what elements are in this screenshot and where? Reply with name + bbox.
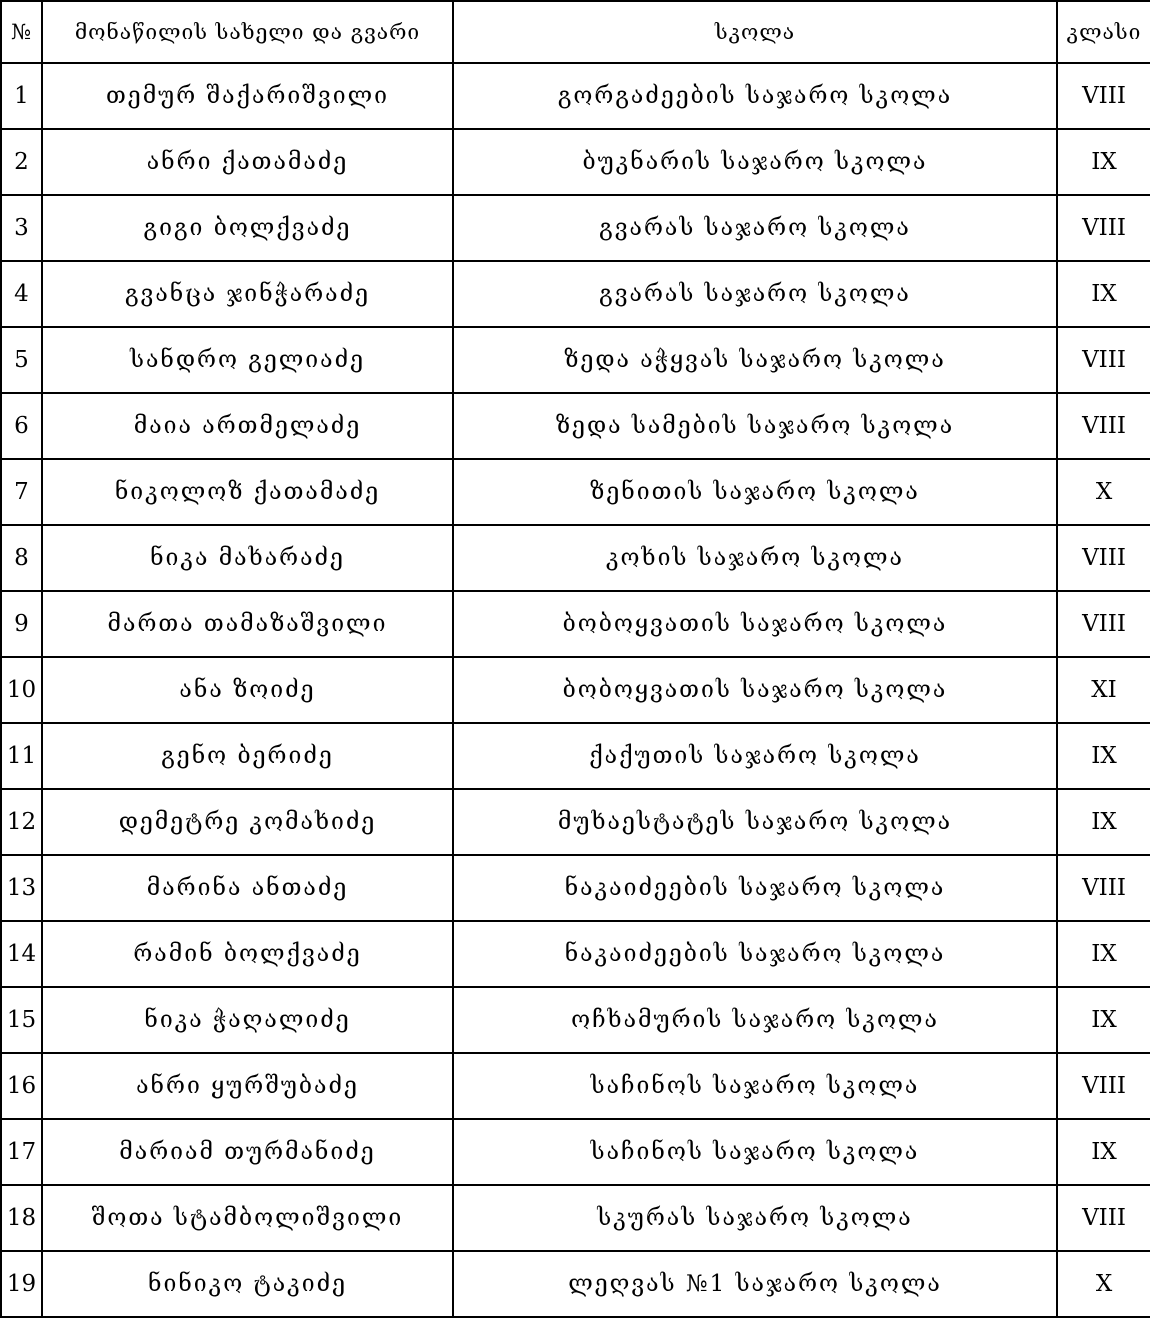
cell-number: 6 [1, 393, 42, 459]
cell-number: 8 [1, 525, 42, 591]
cell-grade: IX [1057, 129, 1150, 195]
cell-participant-name: სანდრო გელიაძე [42, 327, 453, 393]
cell-school: გვარას საჯარო სკოლა [453, 195, 1057, 261]
cell-participant-name: დემეტრე კომახიძე [42, 789, 453, 855]
table-row [1, 1053, 1150, 1119]
table-row [1, 657, 1150, 723]
cell-number: 11 [1, 723, 42, 789]
cell-grade: VIII [1057, 855, 1150, 921]
cell-grade: VIII [1057, 393, 1150, 459]
cell-participant-name: მარინა ანთაძე [42, 855, 453, 921]
cell-school: ზედა სამების საჯარო სკოლა [453, 393, 1057, 459]
cell-participant-name: მართა თამაზაშვილი [42, 591, 453, 657]
cell-number: 2 [1, 129, 42, 195]
cell-school: ბობოყვათის საჯარო სკოლა [453, 591, 1057, 657]
table-row [1, 261, 1150, 327]
cell-school: ოჩხამურის საჯარო სკოლა [453, 987, 1057, 1053]
cell-number: 10 [1, 657, 42, 723]
cell-school: ნაკაიძეების საჯარო სკოლა [453, 855, 1057, 921]
cell-grade: IX [1057, 261, 1150, 327]
cell-participant-name: მაია ართმელაძე [42, 393, 453, 459]
cell-participant-name: შოთა სტამბოლიშვილი [42, 1185, 453, 1251]
header-name: მონაწილის სახელი და გვარი [42, 1, 453, 63]
cell-participant-name: გიგი ბოლქვაძე [42, 195, 453, 261]
cell-number: 3 [1, 195, 42, 261]
cell-number: 19 [1, 1251, 42, 1317]
table-row [1, 789, 1150, 855]
cell-grade: IX [1057, 921, 1150, 987]
cell-grade: X [1057, 459, 1150, 525]
cell-grade: VIII [1057, 1185, 1150, 1251]
cell-number: 13 [1, 855, 42, 921]
cell-participant-name: ნიკა ჭაღალიძე [42, 987, 453, 1053]
cell-number: 1 [1, 63, 42, 129]
cell-grade: VIII [1057, 525, 1150, 591]
cell-participant-name: ანრი ყურშუბაძე [42, 1053, 453, 1119]
cell-school: ზენითის საჯარო სკოლა [453, 459, 1057, 525]
cell-participant-name: გვანცა ჯინჭარაძე [42, 261, 453, 327]
cell-number: 17 [1, 1119, 42, 1185]
cell-participant-name: ნინიკო ტაკიძე [42, 1251, 453, 1317]
cell-grade: VIII [1057, 327, 1150, 393]
cell-number: 12 [1, 789, 42, 855]
cell-participant-name: მარიამ თურმანიძე [42, 1119, 453, 1185]
cell-school: ბობოყვათის საჯარო სკოლა [453, 657, 1057, 723]
table-row [1, 393, 1150, 459]
cell-number: 15 [1, 987, 42, 1053]
table-row [1, 327, 1150, 393]
header-number: № [1, 1, 42, 63]
cell-grade: IX [1057, 789, 1150, 855]
cell-school: საჩინოს საჯარო სკოლა [453, 1119, 1057, 1185]
cell-number: 18 [1, 1185, 42, 1251]
cell-school: საჩინოს საჯარო სკოლა [453, 1053, 1057, 1119]
cell-participant-name: ნიკა მახარაძე [42, 525, 453, 591]
cell-participant-name: გენო ბერიძე [42, 723, 453, 789]
cell-grade: VIII [1057, 195, 1150, 261]
cell-participant-name: თემურ შაქარიშვილი [42, 63, 453, 129]
table-row [1, 459, 1150, 525]
cell-number: 16 [1, 1053, 42, 1119]
cell-participant-name: ანრი ქათამაძე [42, 129, 453, 195]
cell-school: კოხის საჯარო სკოლა [453, 525, 1057, 591]
table-row [1, 855, 1150, 921]
header-grade: კლასი [1057, 1, 1150, 63]
cell-number: 4 [1, 261, 42, 327]
cell-school: მუხაესტატეს საჯარო სკოლა [453, 789, 1057, 855]
cell-grade: X [1057, 1251, 1150, 1317]
cell-school: ქაქუთის საჯარო სკოლა [453, 723, 1057, 789]
cell-school: სკურას საჯარო სკოლა [453, 1185, 1057, 1251]
cell-grade: VIII [1057, 591, 1150, 657]
cell-school: გორგაძეების საჯარო სკოლა [453, 63, 1057, 129]
table-row [1, 921, 1150, 987]
cell-school: ლეღვას №1 საჯარო სკოლა [453, 1251, 1057, 1317]
cell-number: 9 [1, 591, 42, 657]
cell-participant-name: ნიკოლოზ ქათამაძე [42, 459, 453, 525]
cell-grade: VIII [1057, 1053, 1150, 1119]
header-school: სკოლა [453, 1, 1057, 63]
cell-number: 14 [1, 921, 42, 987]
cell-grade: XI [1057, 657, 1150, 723]
cell-grade: IX [1057, 723, 1150, 789]
table-row [1, 1119, 1150, 1185]
cell-grade: IX [1057, 1119, 1150, 1185]
cell-participant-name: რამინ ბოლქვაძე [42, 921, 453, 987]
table-row [1, 987, 1150, 1053]
cell-grade: VIII [1057, 63, 1150, 129]
table-row [1, 63, 1150, 129]
cell-number: 7 [1, 459, 42, 525]
cell-number: 5 [1, 327, 42, 393]
table-body [1, 63, 1150, 1317]
table-row [1, 1251, 1150, 1317]
cell-school: გვარას საჯარო სკოლა [453, 261, 1057, 327]
table-row [1, 195, 1150, 261]
cell-participant-name: ანა ზოიძე [42, 657, 453, 723]
cell-school: ზედა აჭყვას საჯარო სკოლა [453, 327, 1057, 393]
cell-grade: IX [1057, 987, 1150, 1053]
table-row [1, 723, 1150, 789]
cell-school: ნაკაიძეების საჯარო სკოლა [453, 921, 1057, 987]
table-row [1, 1185, 1150, 1251]
cell-school: ბუკნარის საჯარო სკოლა [453, 129, 1057, 195]
table-row [1, 129, 1150, 195]
table-row [1, 591, 1150, 657]
table-row [1, 525, 1150, 591]
table-header-row [1, 1, 1150, 63]
